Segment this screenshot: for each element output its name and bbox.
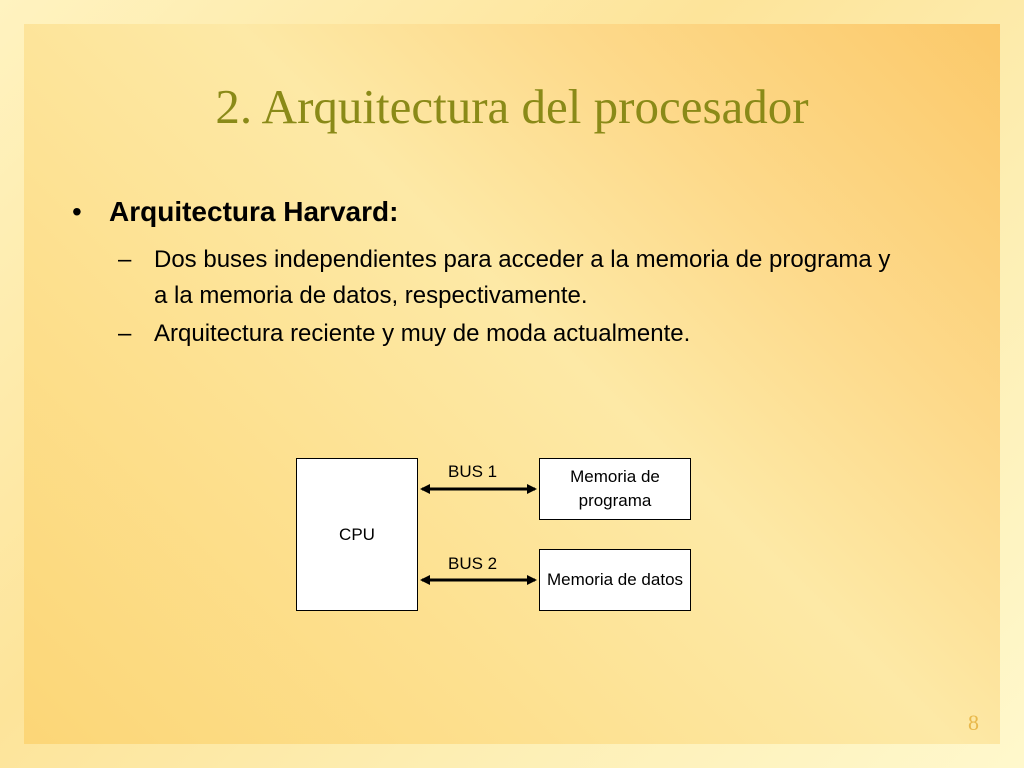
bus2-label: BUS 2: [448, 554, 498, 573]
subbullet-marker: –: [118, 320, 132, 347]
slide-title: 2. Arquitectura del procesador: [215, 79, 809, 134]
subbullet-text: Arquitectura reciente y muy de moda actualmente.: [154, 320, 691, 347]
bullet-marker: •: [72, 196, 82, 227]
subbullet-text: Dos buses independientes para acceder a la memoria de programa y a la memoria de datos, respectivamente.: [154, 246, 891, 309]
memory-data-label: Memoria de datos: [546, 570, 684, 589]
memory-program-box: [539, 458, 691, 520]
page-number: 8: [968, 710, 979, 735]
subbullet-marker: –: [118, 246, 132, 273]
bullet-heading: Arquitectura Harvard:: [109, 196, 399, 227]
memory-data-box: [539, 549, 691, 611]
cpu-label: CPU: [339, 524, 375, 544]
cpu-box: [296, 458, 418, 611]
memory-program-label: Memoria de programa: [570, 467, 660, 510]
bus1-label: BUS 1: [448, 462, 498, 481]
